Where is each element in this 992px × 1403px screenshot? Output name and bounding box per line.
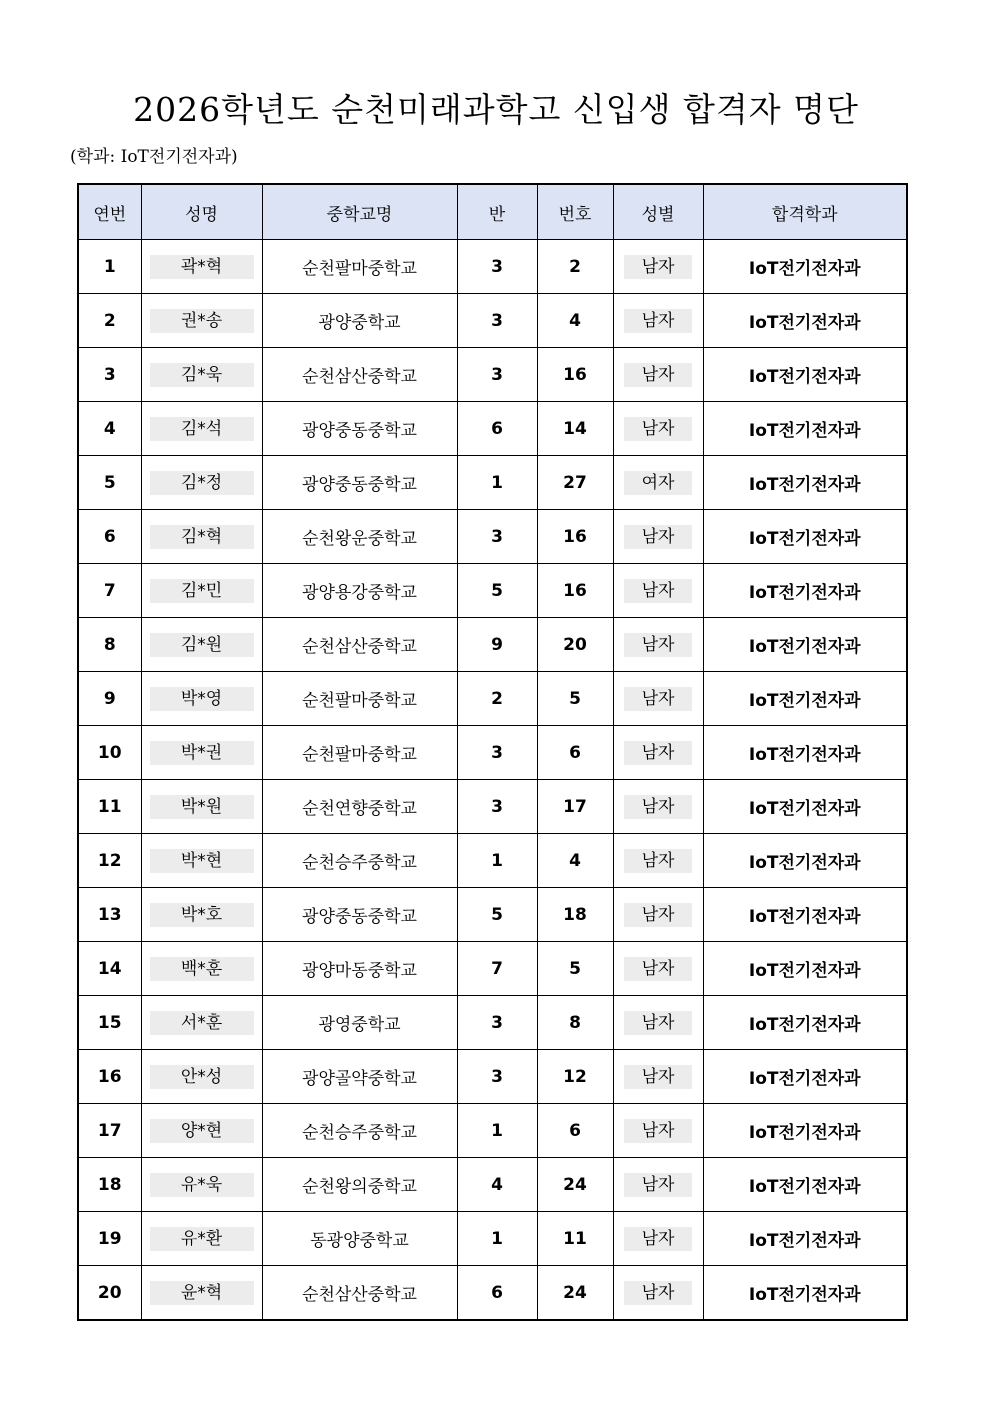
cell-no: 9 [78,672,141,726]
cell-class: 1 [457,834,537,888]
cell-school: 순천왕운중학교 [262,510,457,564]
student-gender: 남자 [624,687,692,711]
student-name: 안*성 [150,1065,254,1089]
table-row [78,1212,907,1266]
table-row [78,834,907,888]
cell-school: 순천왕의중학교 [262,1158,457,1212]
table-row [78,456,907,510]
cell-class: 1 [457,456,537,510]
cell-dept: IoT전기전자과 [703,780,907,834]
header-name: 성명 [141,184,262,240]
cell-no: 7 [78,564,141,618]
cell-no: 11 [78,780,141,834]
student-gender: 남자 [624,957,692,981]
cell-no: 19 [78,1212,141,1266]
cell-gender [613,834,703,888]
cell-number: 20 [537,618,613,672]
student-name: 권*송 [150,309,254,333]
student-gender: 남자 [624,741,692,765]
cell-gender [613,510,703,564]
cell-name [141,1158,262,1212]
cell-dept: IoT전기전자과 [703,1104,907,1158]
cell-gender [613,348,703,402]
student-gender: 남자 [624,795,692,819]
cell-gender [613,564,703,618]
cell-school: 순천팔마중학교 [262,726,457,780]
cell-gender [613,726,703,780]
student-gender: 남자 [624,1173,692,1197]
cell-number: 16 [537,564,613,618]
cell-dept: IoT전기전자과 [703,672,907,726]
student-gender: 여자 [624,471,692,495]
header-no: 연번 [78,184,141,240]
cell-class: 5 [457,888,537,942]
cell-dept: IoT전기전자과 [703,1050,907,1104]
student-name: 유*욱 [150,1173,254,1197]
cell-number: 11 [537,1212,613,1266]
student-gender: 남자 [624,309,692,333]
table-row [78,1158,907,1212]
table-body [78,240,907,1321]
student-name: 박*현 [150,849,254,873]
cell-gender [613,1050,703,1104]
student-gender: 남자 [624,903,692,927]
cell-number: 24 [537,1158,613,1212]
cell-name [141,672,262,726]
cell-no: 13 [78,888,141,942]
student-name: 김*석 [150,417,254,441]
cell-school: 광양용강중학교 [262,564,457,618]
cell-no: 5 [78,456,141,510]
table-row [78,996,907,1050]
cell-dept: IoT전기전자과 [703,456,907,510]
cell-number: 14 [537,402,613,456]
student-name: 윤*혁 [150,1281,254,1305]
cell-class: 6 [457,1266,537,1321]
cell-school: 순천팔마중학교 [262,672,457,726]
cell-name [141,1104,262,1158]
cell-number: 6 [537,1104,613,1158]
cell-no: 15 [78,996,141,1050]
department-subtitle: (학과: IoT전기전자과) [70,147,238,167]
cell-dept: IoT전기전자과 [703,726,907,780]
cell-class: 3 [457,510,537,564]
cell-name [141,1212,262,1266]
cell-name [141,348,262,402]
cell-gender [613,240,703,294]
cell-class: 9 [457,618,537,672]
student-name: 서*훈 [150,1011,254,1035]
table-row [78,348,907,402]
cell-school: 광영중학교 [262,996,457,1050]
cell-gender [613,672,703,726]
table-header-row [78,184,907,240]
admission-roster-table [77,183,908,1321]
cell-gender [613,294,703,348]
cell-no: 20 [78,1266,141,1321]
cell-name [141,618,262,672]
student-name: 김*욱 [150,363,254,387]
cell-school: 순천승주중학교 [262,1104,457,1158]
cell-number: 12 [537,1050,613,1104]
cell-no: 17 [78,1104,141,1158]
cell-class: 5 [457,564,537,618]
cell-no: 2 [78,294,141,348]
student-gender: 남자 [624,525,692,549]
cell-number: 4 [537,294,613,348]
cell-number: 5 [537,672,613,726]
header-dept: 합격학과 [703,184,907,240]
student-gender: 남자 [624,1011,692,1035]
cell-school: 순천팔마중학교 [262,240,457,294]
student-name: 백*훈 [150,957,254,981]
cell-school: 광양골약중학교 [262,1050,457,1104]
cell-gender [613,402,703,456]
cell-number: 16 [537,348,613,402]
cell-class: 3 [457,726,537,780]
cell-class: 3 [457,996,537,1050]
cell-no: 12 [78,834,141,888]
cell-dept: IoT전기전자과 [703,348,907,402]
cell-dept: IoT전기전자과 [703,240,907,294]
table-row [78,402,907,456]
cell-number: 4 [537,834,613,888]
cell-gender [613,780,703,834]
cell-no: 14 [78,942,141,996]
cell-no: 1 [78,240,141,294]
cell-class: 2 [457,672,537,726]
cell-school: 광양마동중학교 [262,942,457,996]
cell-name [141,834,262,888]
cell-dept: IoT전기전자과 [703,834,907,888]
student-name: 김*원 [150,633,254,657]
cell-name [141,456,262,510]
cell-no: 8 [78,618,141,672]
cell-gender [613,1212,703,1266]
cell-dept: IoT전기전자과 [703,564,907,618]
student-gender: 남자 [624,1065,692,1089]
header-school: 중학교명 [262,184,457,240]
cell-no: 18 [78,1158,141,1212]
student-gender: 남자 [624,363,692,387]
cell-class: 1 [457,1212,537,1266]
cell-name [141,402,262,456]
student-gender: 남자 [624,417,692,441]
cell-class: 4 [457,1158,537,1212]
student-name: 박*권 [150,741,254,765]
cell-gender [613,942,703,996]
cell-dept: IoT전기전자과 [703,294,907,348]
cell-school: 동광양중학교 [262,1212,457,1266]
cell-gender [613,996,703,1050]
student-gender: 남자 [624,849,692,873]
cell-name [141,942,262,996]
cell-number: 5 [537,942,613,996]
cell-number: 27 [537,456,613,510]
cell-gender [613,1266,703,1321]
cell-no: 10 [78,726,141,780]
student-gender: 남자 [624,633,692,657]
cell-dept: IoT전기전자과 [703,1212,907,1266]
header-gender: 성별 [613,184,703,240]
cell-number: 18 [537,888,613,942]
cell-school: 순천삼산중학교 [262,618,457,672]
cell-school: 광양중동중학교 [262,888,457,942]
table-row [78,618,907,672]
cell-school: 순천삼산중학교 [262,1266,457,1321]
student-name: 박*원 [150,795,254,819]
cell-name [141,1266,262,1321]
cell-gender [613,1104,703,1158]
table-row [78,240,907,294]
cell-number: 8 [537,996,613,1050]
student-gender: 남자 [624,255,692,279]
student-gender: 남자 [624,1119,692,1143]
cell-no: 16 [78,1050,141,1104]
cell-name [141,888,262,942]
table-row [78,1266,907,1321]
cell-dept: IoT전기전자과 [703,1266,907,1321]
student-name: 유*환 [150,1227,254,1251]
table-row [78,672,907,726]
cell-dept: IoT전기전자과 [703,888,907,942]
cell-dept: IoT전기전자과 [703,618,907,672]
cell-dept: IoT전기전자과 [703,1158,907,1212]
cell-name [141,240,262,294]
table-row [78,1104,907,1158]
cell-name [141,510,262,564]
cell-number: 24 [537,1266,613,1321]
student-gender: 남자 [624,1227,692,1251]
cell-dept: IoT전기전자과 [703,996,907,1050]
cell-class: 3 [457,348,537,402]
cell-no: 6 [78,510,141,564]
cell-no: 3 [78,348,141,402]
cell-gender [613,456,703,510]
student-name: 박*영 [150,687,254,711]
header-number: 번호 [537,184,613,240]
cell-class: 3 [457,294,537,348]
cell-school: 광양중동중학교 [262,456,457,510]
student-name: 김*민 [150,579,254,603]
cell-gender [613,888,703,942]
table-row [78,888,907,942]
student-name: 박*호 [150,903,254,927]
cell-dept: IoT전기전자과 [703,402,907,456]
cell-number: 2 [537,240,613,294]
cell-class: 3 [457,780,537,834]
student-name: 양*현 [150,1119,254,1143]
table-row [78,942,907,996]
cell-class: 7 [457,942,537,996]
cell-name [141,780,262,834]
cell-class: 1 [457,1104,537,1158]
cell-school: 순천연향중학교 [262,780,457,834]
document-title: 2026학년도 순천미래과학고 신입생 합격자 명단 [133,90,859,129]
cell-school: 순천승주중학교 [262,834,457,888]
cell-school: 순천삼산중학교 [262,348,457,402]
cell-school: 광양중동중학교 [262,402,457,456]
cell-number: 6 [537,726,613,780]
student-gender: 남자 [624,579,692,603]
cell-no: 4 [78,402,141,456]
cell-class: 3 [457,240,537,294]
table-row [78,780,907,834]
cell-number: 16 [537,510,613,564]
cell-school: 광양중학교 [262,294,457,348]
cell-name [141,1050,262,1104]
cell-dept: IoT전기전자과 [703,510,907,564]
student-name: 김*혁 [150,525,254,549]
table-row [78,1050,907,1104]
table-row [78,510,907,564]
cell-name [141,726,262,780]
header-class: 반 [457,184,537,240]
student-name: 곽*혁 [150,255,254,279]
cell-gender [613,1158,703,1212]
cell-name [141,996,262,1050]
table-row [78,564,907,618]
cell-number: 17 [537,780,613,834]
table-row [78,726,907,780]
cell-gender [613,618,703,672]
cell-name [141,294,262,348]
cell-dept: IoT전기전자과 [703,942,907,996]
student-name: 김*정 [150,471,254,495]
cell-class: 6 [457,402,537,456]
cell-name [141,564,262,618]
student-gender: 남자 [624,1281,692,1305]
table-row [78,294,907,348]
cell-class: 3 [457,1050,537,1104]
